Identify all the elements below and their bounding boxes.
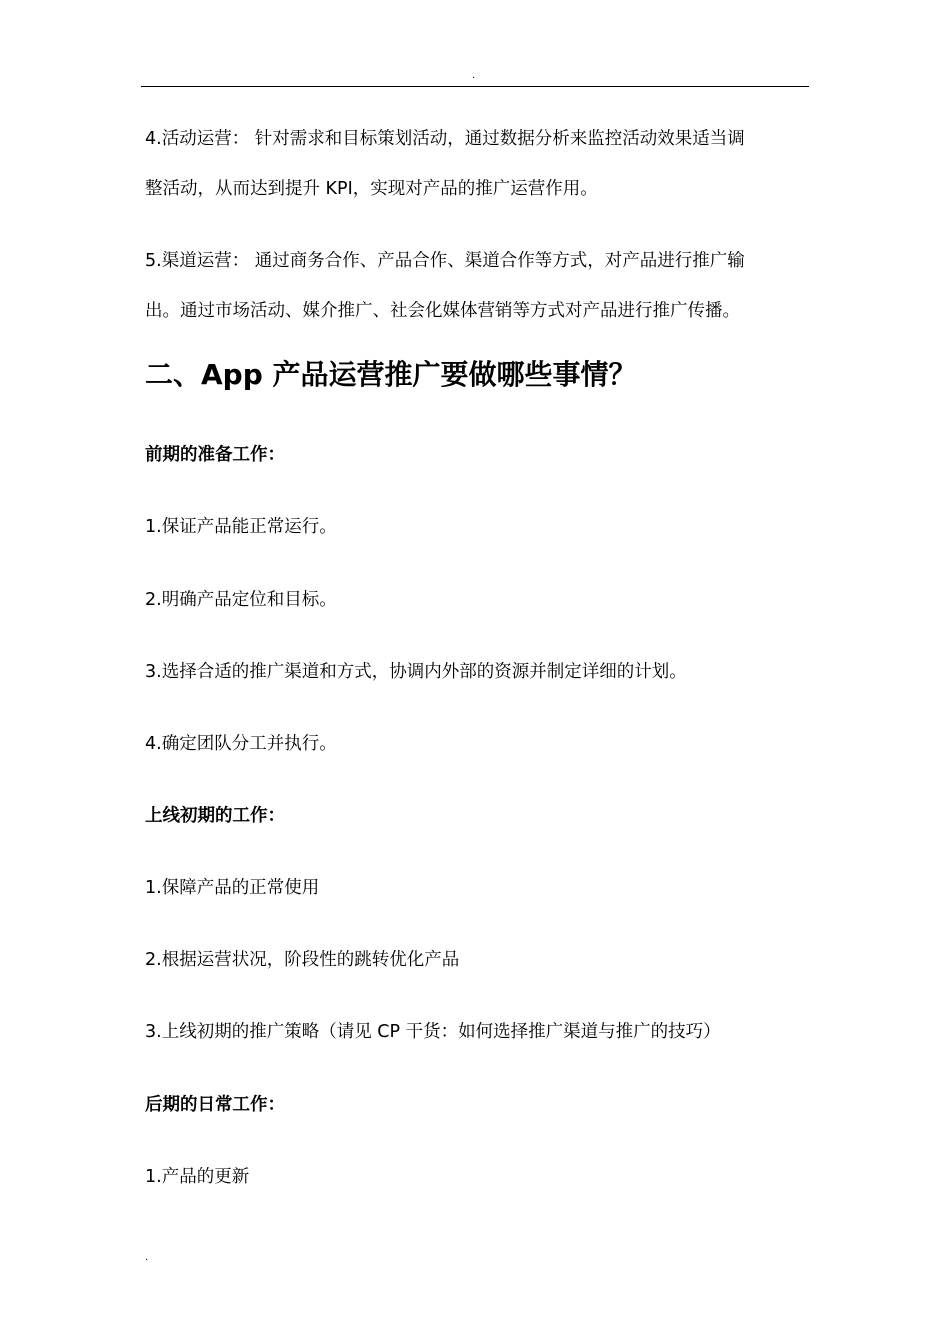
paragraph-line: 4.活动运营： 针对需求和目标策划活动，通过数据分析来监控活动效果适当调 — [145, 129, 745, 149]
group-heading-launch: 上线初期的工作： — [145, 806, 285, 826]
list-item: 3.选择合适的推广渠道和方式，协调内外部的资源并制定详细的计划。 — [145, 662, 687, 682]
footer-mark: . — [145, 1252, 149, 1263]
paragraph-activity-ops — [145, 114, 810, 214]
header-rule — [141, 86, 809, 87]
header-mark: . — [472, 70, 476, 81]
paragraph-line: 5.渠道运营： 通过商务合作、产品合作、渠道合作等方式，对产品进行推广输 — [145, 251, 745, 271]
paragraph-line: 整活动，从而达到提升 KPI，实现对产品的推广运营作用。 — [145, 179, 598, 199]
paragraph-line: 出。通过市场活动、媒介推广、社会化媒体营销等方式对产品进行推广传播。 — [145, 301, 740, 321]
list-item: 1.产品的更新 — [145, 1167, 250, 1187]
group-heading-later: 后期的日常工作： — [145, 1095, 285, 1115]
list-item: 4.确定团队分工并执行。 — [145, 734, 337, 754]
list-item: 2.明确产品定位和目标。 — [145, 590, 337, 610]
paragraph-channel-ops — [145, 236, 810, 336]
list-item: 1.保障产品的正常使用 — [145, 878, 320, 898]
section-title: 二、App 产品运营推广要做哪些事情？ — [145, 358, 637, 391]
list-item: 1.保证产品能正常运行。 — [145, 517, 337, 537]
list-item: 3.上线初期的推广策略（请见 CP 干货：如何选择推广渠道与推广的技巧） — [145, 1022, 721, 1042]
list-item: 2.根据运营状况，阶段性的跳转优化产品 — [145, 950, 460, 970]
group-heading-prep: 前期的准备工作： — [145, 445, 285, 465]
